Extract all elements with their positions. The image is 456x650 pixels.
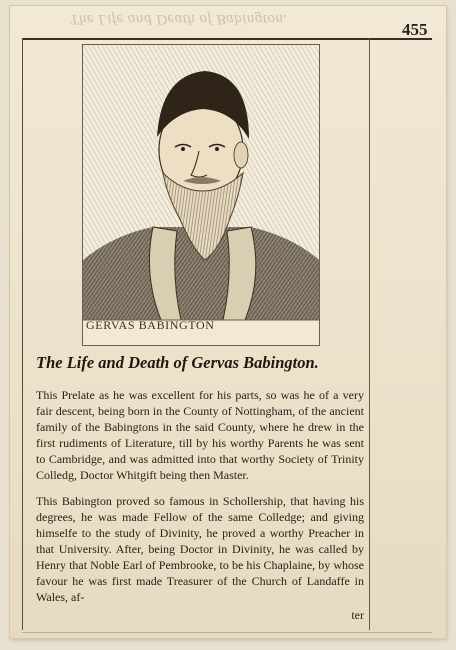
- page-number: 455: [402, 20, 428, 39]
- article-body: [36, 387, 364, 623]
- portrait-engraving: [82, 44, 320, 346]
- bleed-through-title: The Life and Death of Babington.: [70, 11, 288, 27]
- portrait-illustration: [83, 45, 319, 345]
- paragraph-1: This Prelate as he was excellent for his parts, so was he of a very fair descent, being born in the County of Nottingham, of the ancient family of the Babingtons in the said County, where he drew in the first rudiments of Literature, till by his worthy Parents he was sent to Cambridge, and was admitted into that worthy Society of Trinity Colledg, Doctor Whitgift being then Master.: [36, 388, 364, 482]
- portrait-caption: GERVAS BABINGTON: [86, 318, 215, 332]
- catchword: ter: [351, 608, 364, 622]
- top-rule: [22, 38, 432, 40]
- paragraph-2: This Babington proved so famous in Schollership, that having his degrees, he was made Fellow of the same Colledge; and giving himselfe to the study of Divinity, he proved a worthy Preacher in that University. After, being Doctor in Divinity, he was called by Henry that Noble Earl of Pembrooke, to be his Chaplaine, by whose favour he was first made Treasurer of the Church of Landaffe in Wales, af-: [36, 494, 364, 604]
- left-rule: [22, 38, 23, 630]
- bottom-rule: [22, 632, 432, 634]
- right-rule: [369, 38, 370, 630]
- article-title: The Life and Death of Gervas Babington.: [36, 353, 319, 372]
